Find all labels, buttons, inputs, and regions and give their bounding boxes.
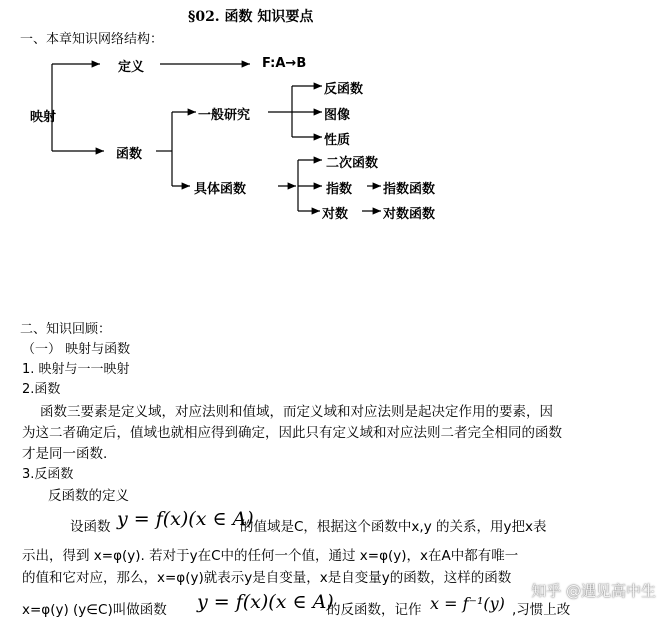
- node-graph: 图像: [324, 108, 351, 123]
- section-network-heading: 一、本章知识网络结构：: [20, 32, 164, 47]
- paragraph-function-line-2: 为这二者确定后，值域也就相应得到确定，因此只有定义域和对应法则二者完全相同的函数: [22, 425, 562, 441]
- formula-function-b: y = f(x)(x ∈ A): [197, 591, 334, 613]
- definition-line-a-start: 设函数: [70, 519, 111, 535]
- paragraph-function-line-3: 才是同一函数.: [22, 446, 108, 462]
- watermark: 知乎 @遇见高中生: [531, 582, 656, 600]
- definition-line-d-end: ,习惯上改: [512, 602, 571, 618]
- node-log: 对数: [322, 207, 349, 222]
- formula-inverse: x = f⁻¹(y): [430, 594, 505, 613]
- section-review-heading: 二、知识回顾：: [20, 322, 112, 337]
- definition-line-b: 示出，得到 x=φ(y). 若对于y在C中的任何一个值，通过 x=φ(y)，x在A中都有唯一: [22, 548, 519, 564]
- node-general: 一般研究: [198, 108, 251, 123]
- formula-function-a: y = f(x)(x ∈ A): [117, 508, 254, 530]
- node-function: 函数: [116, 147, 143, 162]
- definition-line-a-end: 的值域是C，根据这个函数中x,y 的关系，用y把x表: [240, 519, 547, 535]
- node-root: 映射: [30, 110, 57, 125]
- node-specific: 具体函数: [194, 182, 247, 197]
- node-property: 性质: [324, 133, 351, 148]
- node-quadratic: 二次函数: [326, 156, 379, 171]
- inverse-definition-heading: 反函数的定义: [48, 488, 129, 504]
- node-inverse: 反函数: [324, 82, 364, 97]
- node-definition: 定义: [118, 60, 145, 75]
- definition-line-d-start: x=φ(y) (y∈C)叫做函数: [22, 602, 167, 618]
- item-inverse-function: 3.反函数: [22, 467, 74, 482]
- definition-line-c: 的值和它对应，那么，x=φ(y)就表示y是自变量，x是自变量y的函数，这样的函数: [22, 570, 512, 586]
- node-exp-func: 指数函数: [383, 182, 436, 197]
- subsection-mapping-function: （一） 映射与函数: [22, 342, 131, 357]
- node-exponent: 指数: [326, 182, 353, 197]
- paragraph-function-line-1: 函数三要素是定义域，对应法则和值域，而定义域和对应法则是起决定作用的要素，因: [40, 404, 553, 420]
- definition-line-d-middle: 的反函数，记作: [327, 602, 422, 618]
- page-title: §02. 函数 知识要点: [188, 9, 314, 25]
- node-log-func: 对数函数: [383, 207, 436, 222]
- item-function: 2.函数: [22, 382, 61, 397]
- node-mapping: F:A→B: [262, 56, 307, 71]
- item-mapping: 1. 映射与一一映射: [22, 362, 130, 377]
